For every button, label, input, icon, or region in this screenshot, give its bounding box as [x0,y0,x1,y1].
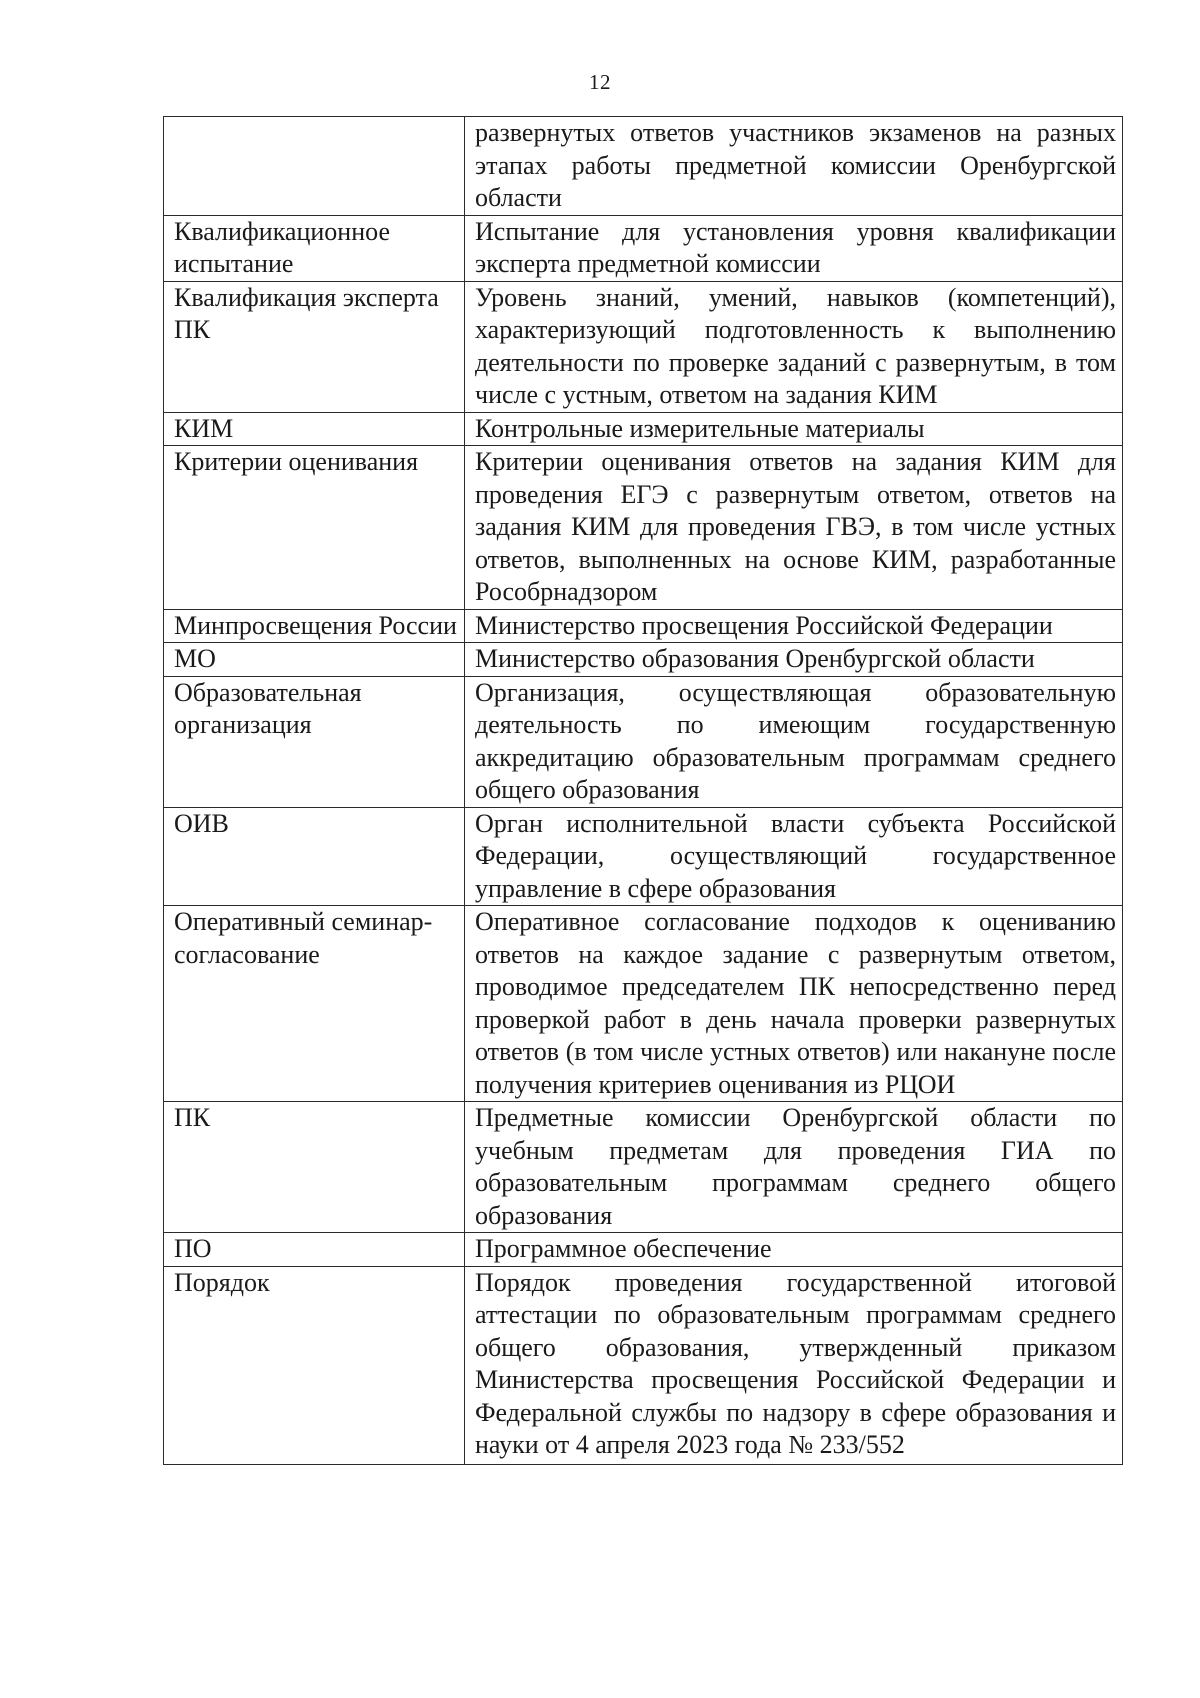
term-cell: Квалификация эксперта ПК [164,281,465,412]
term-cell: Минпросвещения России [164,609,465,643]
table-row [164,676,1123,807]
table-row [164,281,1123,412]
definition-cell: Оперативное согласование подходов к оцениванию ответов на каждое задание с развернутым ответом, проводимое председателем ПК непосредственно перед проверкой работ в день начала проверки развернутых ответов (в том числе устных ответов) или накануне после получения критериев оценивания из РЦОИ [465,906,1123,1102]
table-row [164,412,1123,446]
table-row [164,906,1123,1102]
table-row [164,609,1123,643]
definition-cell: Предметные комиссии Оренбургской области по учебным предметам для проведения ГИА по образовательным программам среднего общего образования [465,1102,1123,1233]
term-cell: Образовательная организация [164,676,465,807]
term-cell: ПО [164,1233,465,1267]
term-cell [164,117,465,216]
definition-cell: Министерство просвещения Российской Федерации [465,609,1123,643]
definition-cell: Контрольные измерительные материалы [465,412,1123,446]
table-row [164,446,1123,610]
glossary-table [163,116,1123,1465]
term-cell: Порядок [164,1266,465,1464]
term-cell: КИМ [164,412,465,446]
definition-cell: Программное обеспечение [465,1233,1123,1267]
table-row [164,807,1123,906]
definition-cell: Критерии оценивания ответов на задания КИМ для проведения ЕГЭ с развернутым ответом, ответов на задания КИМ для проведения ГВЭ, в том числе устных ответов, выполненных на основе КИМ, разработанные Рособрнадзором [465,446,1123,610]
definition-cell: Порядок проведения государственной итоговой аттестации по образовательным программам среднего общего образования, утвержденный приказом Министерства просвещения Российской Федерации и Федеральной службы по надзору в сфере образования и науки от 4 апреля 2023 года № 233/552 [465,1266,1123,1464]
term-cell: ПК [164,1102,465,1233]
definition-cell: Орган исполнительной власти субъекта Российской Федерации, осуществляющий государственное управление в сфере образования [465,807,1123,906]
table-row [164,1233,1123,1267]
definition-cell: развернутых ответов участников экзаменов на разных этапах работы предметной комиссии Оренбургской области [465,117,1123,216]
term-cell: МО [164,643,465,677]
term-cell: Оперативный семинар-согласование [164,906,465,1102]
term-cell: Квалификационное испытание [164,215,465,281]
term-cell: Критерии оценивания [164,446,465,610]
definition-cell: Испытание для установления уровня квалификации эксперта предметной комиссии [465,215,1123,281]
table-row [164,215,1123,281]
term-cell: ОИВ [164,807,465,906]
table-row [164,117,1123,216]
page-number: 12 [589,70,611,94]
definition-cell: Уровень знаний, умений, навыков (компетенций), характеризующий подготовленность к выполнению деятельности по проверке заданий с развернутым, в том числе с устным, ответом на задания КИМ [465,281,1123,412]
definition-cell: Организация, осуществляющая образовательную деятельность по имеющим государственную аккредитацию образовательным программам среднего общего образования [465,676,1123,807]
definition-cell: Министерство образования Оренбургской области [465,643,1123,677]
table-row [164,1102,1123,1233]
table-row [164,643,1123,677]
table-row [164,1266,1123,1464]
